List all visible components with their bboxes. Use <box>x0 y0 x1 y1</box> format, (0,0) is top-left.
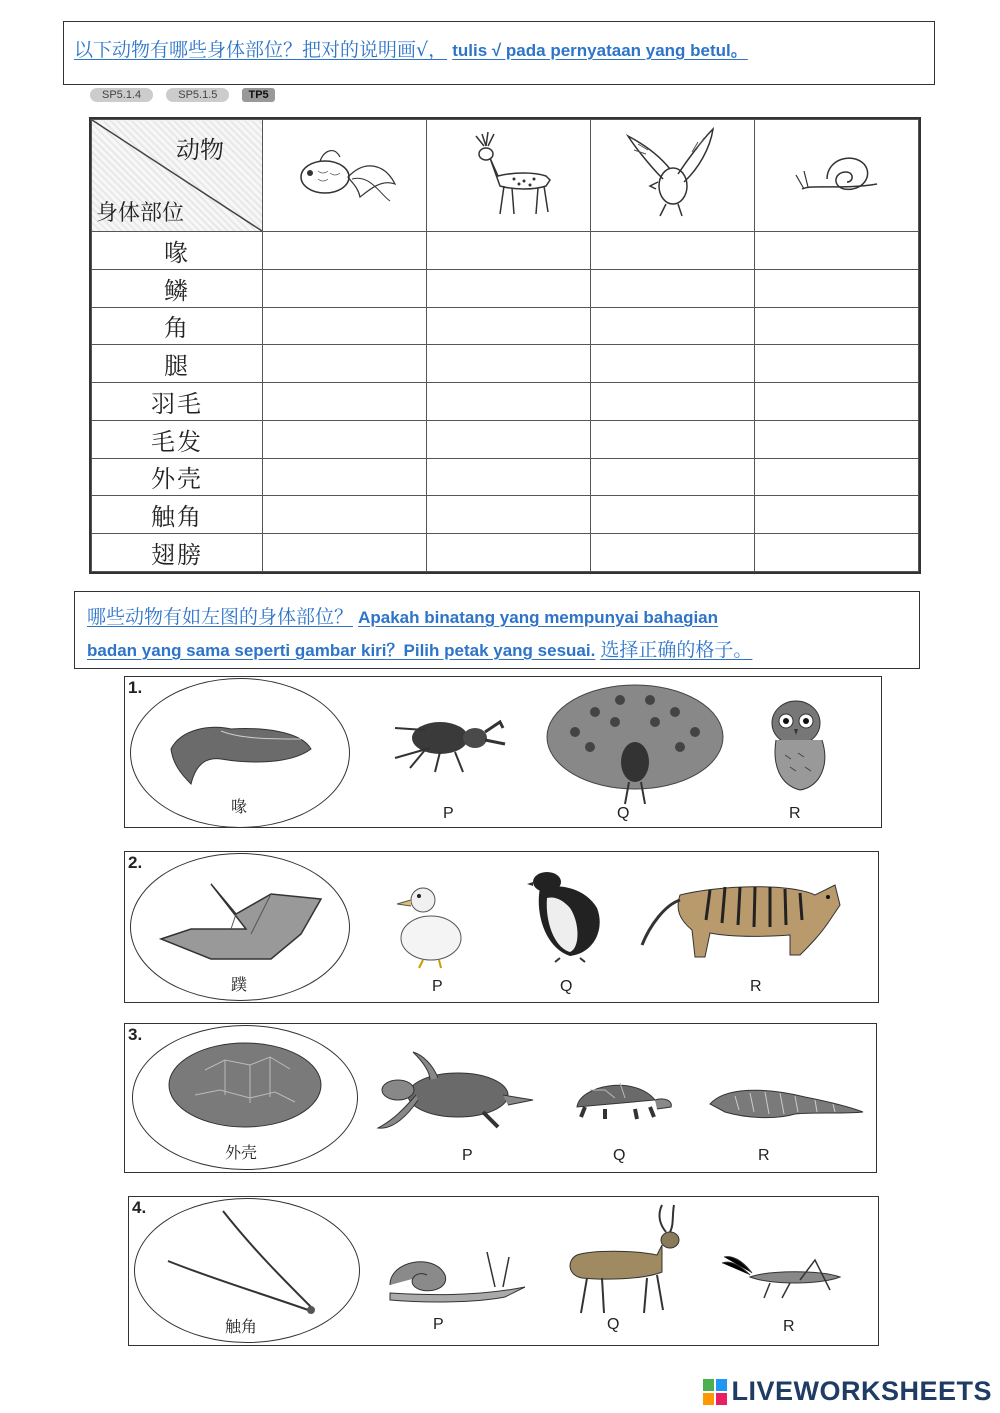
body-part-label: 蹼 <box>231 975 248 994</box>
answer-cell-legs-snail[interactable] <box>755 345 919 383</box>
option-p-sea-turtle[interactable] <box>368 1050 538 1139</box>
instruction-line-1 <box>74 35 748 62</box>
answer-cell-legs-eagle[interactable] <box>591 345 755 383</box>
instruction-box-2 <box>74 591 920 669</box>
answer-cell-scales-goldfish[interactable] <box>263 269 427 307</box>
beetle-icon <box>385 710 510 775</box>
answer-cell-beak-snail[interactable] <box>755 232 919 270</box>
answer-cell-horns-eagle[interactable] <box>591 307 755 345</box>
answer-cell-scales-snail[interactable] <box>755 269 919 307</box>
shell-icon <box>165 1040 325 1130</box>
antennae-icon <box>163 1209 323 1319</box>
answer-cell-horns-deer[interactable] <box>427 307 591 345</box>
option-r-grasshopper[interactable] <box>720 1255 850 1304</box>
answer-cell-fur-goldfish[interactable] <box>263 420 427 458</box>
body-part-label: 喙 <box>231 797 248 816</box>
answer-cell-beak-deer[interactable] <box>427 232 591 270</box>
body-part-oval <box>134 1198 360 1343</box>
row-label-scales: 鳞 <box>92 269 263 307</box>
brand-name: LIVEWORKSHEETS <box>731 1376 992 1406</box>
goldfish-icon <box>290 139 400 209</box>
pangolin-icon <box>705 1082 865 1122</box>
row-label-beak: 喙 <box>92 232 263 270</box>
body-part-oval <box>130 853 350 1001</box>
row-label-legs: 腿 <box>92 345 263 383</box>
answer-cell-wings-deer[interactable] <box>427 534 591 572</box>
instruction1-ms: tulis √ pada pernyataan yang betul。 <box>452 41 748 60</box>
option-r-owl[interactable] <box>760 695 835 799</box>
instruction2-line1-ms: Apakah binatang yang mempunyai bahagian <box>358 608 719 627</box>
grasshopper-icon <box>720 1255 850 1300</box>
snail-icon <box>385 1245 530 1305</box>
penguin-icon <box>525 868 610 963</box>
option-p-snail[interactable] <box>385 1245 530 1309</box>
option-q-antelope[interactable] <box>562 1200 702 1319</box>
tag-sp514: SP5.1.4 <box>90 88 153 102</box>
column-snail <box>755 120 919 232</box>
answer-cell-shell-goldfish[interactable] <box>263 458 427 496</box>
instruction2-line2-ms: badan yang sama seperti gambar kiri？Pilih petak yang sesuai. <box>87 641 596 660</box>
option-label-q: Q <box>607 1316 620 1333</box>
body-parts-table <box>89 117 921 574</box>
antelope-icon <box>562 1200 702 1315</box>
body-part-oval <box>132 1025 358 1170</box>
question-number: 1. <box>128 678 143 697</box>
row-label-antennae: 触角 <box>92 496 263 534</box>
option-label-r: R <box>783 1318 795 1335</box>
instruction2-line-2 <box>87 635 752 662</box>
body-part-oval <box>130 678 350 828</box>
option-r-tiger[interactable] <box>640 865 845 969</box>
option-label-q: Q <box>613 1147 626 1164</box>
body-part-label: 触角 <box>225 1317 258 1336</box>
option-label-r: R <box>789 805 801 822</box>
deer-icon <box>454 124 564 224</box>
answer-cell-feathers-eagle[interactable] <box>591 383 755 421</box>
answer-cell-wings-snail[interactable] <box>755 534 919 572</box>
option-label-q: Q <box>617 805 630 822</box>
question-number: 3. <box>128 1025 143 1044</box>
answer-cell-legs-goldfish[interactable] <box>263 345 427 383</box>
column-goldfish <box>263 120 427 232</box>
question-number: 2. <box>128 853 143 872</box>
column-deer <box>427 120 591 232</box>
instruction2-line-1 <box>87 602 718 629</box>
answer-cell-scales-deer[interactable] <box>427 269 591 307</box>
owl-icon <box>760 695 835 795</box>
row-label-shell: 外壳 <box>92 458 263 496</box>
answer-cell-horns-goldfish[interactable] <box>263 307 427 345</box>
answer-cell-horns-snail[interactable] <box>755 307 919 345</box>
instruction2-line1-zh: 哪些动物有如左图的身体部位？ <box>87 606 354 628</box>
option-q-peacock[interactable] <box>545 682 725 811</box>
row-label-feathers: 羽毛 <box>92 383 263 421</box>
answer-cell-antennae-deer[interactable] <box>427 496 591 534</box>
answer-cell-legs-deer[interactable] <box>427 345 591 383</box>
option-r-pangolin[interactable] <box>705 1082 865 1126</box>
answer-cell-antennae-eagle[interactable] <box>591 496 755 534</box>
option-p-duck[interactable] <box>395 880 465 974</box>
answer-cell-fur-eagle[interactable] <box>591 420 755 458</box>
tag-sp515: SP5.1.5 <box>166 88 229 102</box>
option-p-beetle[interactable] <box>385 710 510 779</box>
table-corner <box>92 120 263 232</box>
option-label-r: R <box>758 1147 770 1164</box>
corner-label-animal: 动物 <box>176 136 224 164</box>
answer-cell-fur-deer[interactable] <box>427 420 591 458</box>
option-label-q: Q <box>560 978 573 995</box>
snail-icon <box>782 134 892 214</box>
option-label-p: P <box>443 805 454 822</box>
corner-label-body-part: 身体部位 <box>96 201 185 226</box>
answer-cell-feathers-deer[interactable] <box>427 383 591 421</box>
body-part-label: 外壳 <box>225 1143 258 1162</box>
row-label-horns: 角 <box>92 307 263 345</box>
answer-cell-antennae-snail[interactable] <box>755 496 919 534</box>
answer-cell-shell-snail[interactable] <box>755 458 919 496</box>
option-label-p: P <box>433 1316 444 1333</box>
standard-tags <box>90 83 283 101</box>
sea-turtle-icon <box>368 1050 538 1135</box>
tortoise-icon <box>565 1075 675 1120</box>
answer-cell-antennae-goldfish[interactable] <box>263 496 427 534</box>
answer-cell-beak-eagle[interactable] <box>591 232 755 270</box>
tiger-icon <box>640 865 845 965</box>
peacock-icon <box>545 682 725 807</box>
answer-cell-wings-goldfish[interactable] <box>263 534 427 572</box>
instruction-box-1 <box>63 21 935 85</box>
liveworksheets-logo-icon <box>703 1379 727 1405</box>
column-eagle <box>591 120 755 232</box>
answer-cell-shell-eagle[interactable] <box>591 458 755 496</box>
eagle-icon <box>618 124 728 224</box>
duck-icon <box>395 880 465 970</box>
option-label-p: P <box>432 978 443 995</box>
liveworksheets-brand <box>703 1376 992 1407</box>
option-q-penguin[interactable] <box>525 868 610 967</box>
answer-cell-feathers-snail[interactable] <box>755 383 919 421</box>
answer-cell-fur-snail[interactable] <box>755 420 919 458</box>
instruction1-zh: 以下动物有哪些身体部位？把对的说明画√， <box>74 39 448 61</box>
instruction2-line2-zh: 选择正确的格子。 <box>600 639 753 661</box>
answer-cell-scales-eagle[interactable] <box>591 269 755 307</box>
answer-cell-shell-deer[interactable] <box>427 458 591 496</box>
question-number: 4. <box>132 1198 147 1217</box>
option-q-tortoise[interactable] <box>565 1075 675 1124</box>
answer-cell-wings-eagle[interactable] <box>591 534 755 572</box>
answer-cell-beak-goldfish[interactable] <box>263 232 427 270</box>
webbed-foot-icon <box>151 874 331 974</box>
option-label-p: P <box>462 1147 473 1164</box>
row-label-wings: 翅膀 <box>92 534 263 572</box>
tag-tp5: TP5 <box>242 88 274 102</box>
beak-icon <box>161 709 321 789</box>
row-label-fur: 毛发 <box>92 420 263 458</box>
answer-cell-feathers-goldfish[interactable] <box>263 383 427 421</box>
option-label-r: R <box>750 978 762 995</box>
